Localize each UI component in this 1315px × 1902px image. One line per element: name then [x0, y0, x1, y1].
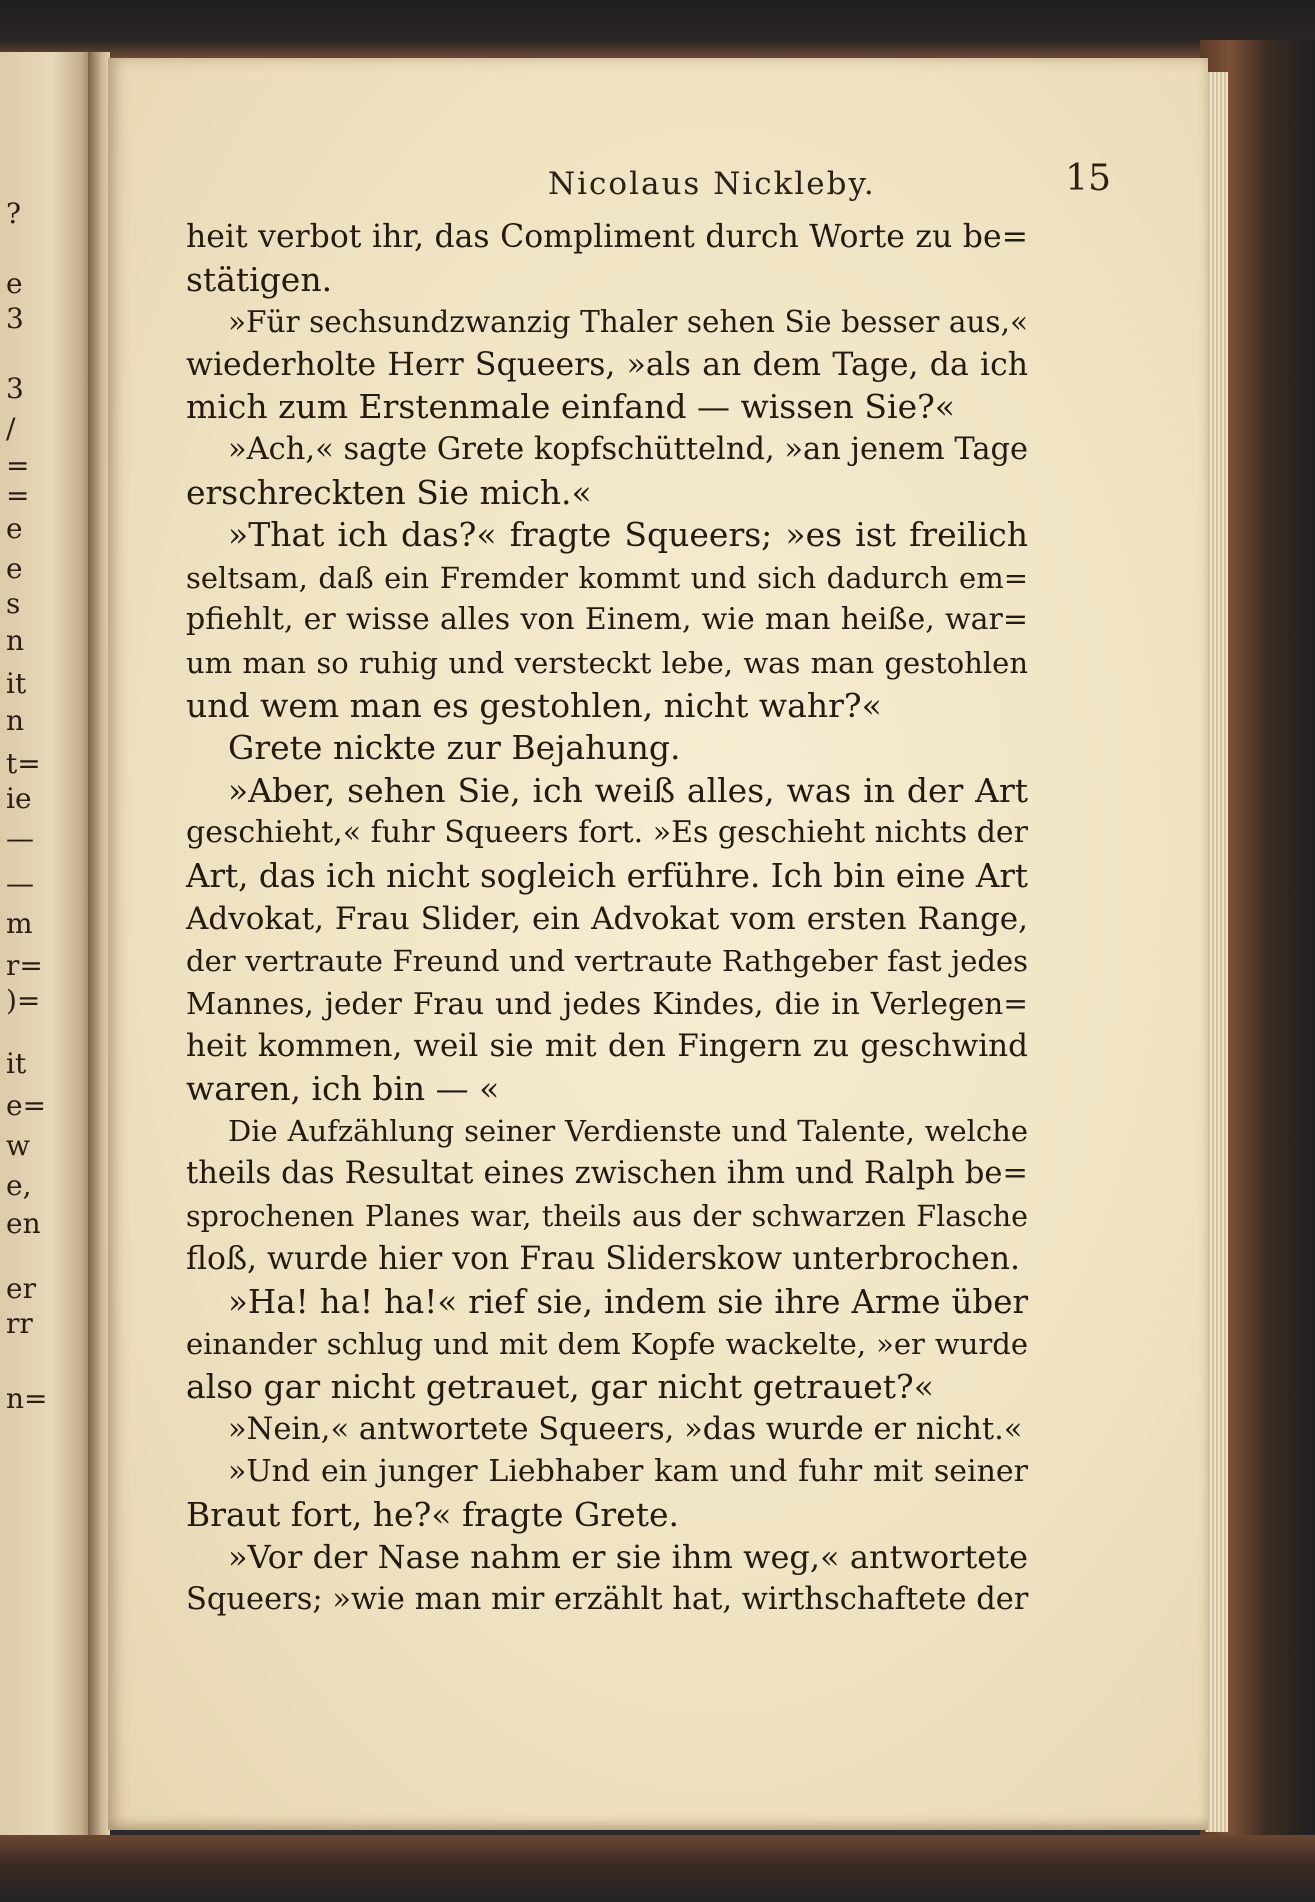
- text-line: »Für sechsundzwanzig Thaler sehen Sie besser aus,«: [228, 305, 1028, 340]
- left-fragment: m: [6, 907, 33, 940]
- book-gutter: [88, 52, 110, 1847]
- text-line: der vertraute Freund und vertraute Rathgeber fast jedes: [186, 944, 1028, 979]
- text-line: »Nein,« antwortete Squeers, »das wurde er nicht.«: [228, 1411, 1023, 1447]
- left-fragment: 3: [6, 372, 24, 405]
- left-fragment: n: [6, 704, 25, 737]
- text-line: seltsam, daß ein Fremder kommt und sich dadurch em=: [186, 560, 1028, 595]
- text-line: heit kommen, weil sie mit den Fingern zu geschwind: [186, 1028, 1028, 1065]
- body-text: [186, 216, 1028, 1622]
- text-line: Braut fort, he?« fragte Grete.: [186, 1494, 679, 1534]
- left-fragment: —: [6, 822, 34, 855]
- running-title: Nicolaus Nickleby.: [548, 166, 876, 202]
- text-line: erschreckten Sie mich.«: [186, 472, 592, 512]
- text-line: Advokat, Frau Slider, ein Advokat vom ersten Range,: [186, 900, 1028, 937]
- page-number: 15: [1065, 158, 1111, 199]
- text-line: stätigen.: [186, 259, 333, 299]
- text-line: Art, das ich nicht sogleich erführe. Ich bin eine Art: [186, 856, 1028, 895]
- text-line: heit verbot ihr, das Compliment durch Worte zu be=: [186, 219, 1028, 255]
- text-line: wiederholte Herr Squeers, »als an dem Tage, da ich: [186, 346, 1028, 383]
- text-line: Die Aufzählung seiner Verdienste und Talente, welche: [228, 1114, 1028, 1149]
- page-edges: [1205, 72, 1228, 1832]
- text-line: Squeers; »wie man mir erzählt hat, wirthschaftete der: [186, 1582, 1029, 1617]
- left-fragment: t=: [6, 747, 41, 780]
- book-cover-bottom: [0, 1835, 1315, 1902]
- left-fragment: rr: [6, 1307, 33, 1340]
- text-line: »Aber, sehen Sie, ich weiß alles, was in der Art: [228, 770, 1028, 810]
- left-fragment: /: [6, 412, 16, 445]
- text-line: Mannes, jeder Frau und jedes Kindes, die in Verlegen=: [186, 986, 1028, 1021]
- left-fragment: it: [6, 1047, 27, 1080]
- left-fragment: er: [6, 1272, 36, 1305]
- left-fragment: e: [6, 267, 23, 300]
- left-fragment: it: [6, 667, 27, 700]
- left-fragment: s: [6, 587, 21, 620]
- left-fragment: e: [6, 512, 23, 545]
- page-header: [203, 158, 1123, 218]
- text-line: Grete nickte zur Bejahung.: [228, 728, 681, 768]
- text-line: waren, ich bin — «: [186, 1068, 500, 1108]
- text-line: »Vor der Nase nahm er sie ihm weg,« antwortete: [228, 1538, 1028, 1577]
- left-fragment: n=: [6, 1382, 48, 1415]
- book-cover-top: [0, 0, 1315, 58]
- book-page: [108, 58, 1208, 1830]
- left-fragment: =: [6, 449, 30, 482]
- text-line: mich zum Erstenmale einfand — wissen Sie?«: [186, 387, 955, 427]
- left-fragment: ie: [6, 782, 32, 815]
- text-line: um man so ruhig und versteckt lebe, was man gestohlen: [186, 645, 1028, 680]
- left-fragment: e,: [6, 1169, 32, 1202]
- left-fragment: e: [6, 552, 23, 585]
- left-fragment: ?: [6, 197, 22, 230]
- text-line: geschieht,« fuhr Squeers fort. »Es geschieht nichts der: [186, 815, 1028, 851]
- text-line: »Und ein junger Liebhaber kam und fuhr mit seiner: [228, 1454, 1028, 1490]
- text-line: »Ach,« sagte Grete kopfschüttelnd, »an jenem Tage: [228, 431, 1029, 467]
- text-line: theils das Resultat eines zwischen ihm und Ralph be=: [186, 1156, 1028, 1192]
- text-line: floß, wurde hier von Frau Sliderskow unterbrochen.: [186, 1241, 1021, 1278]
- text-line: »That ich das?« fragte Squeers; »es ist freilich: [228, 515, 1028, 555]
- text-line: einander schlug und mit dem Kopfe wackelte, »er wurde: [186, 1327, 1028, 1362]
- text-line: pfiehlt, er wisse alles von Einem, wie man heiße, war=: [186, 602, 1028, 638]
- left-fragment: en: [6, 1207, 41, 1240]
- left-fragment: w: [6, 1129, 30, 1162]
- left-fragment: =: [6, 479, 30, 512]
- text-line: sprochenen Planes war, theils aus der schwarzen Flasche: [186, 1199, 1028, 1233]
- left-fragment: e=: [6, 1089, 47, 1122]
- left-fragment: 3: [6, 302, 24, 335]
- text-line: »Ha! ha! ha!« rief sie, indem sie ihre Arme über: [228, 1282, 1028, 1321]
- left-fragment: )=: [6, 984, 41, 1017]
- left-page-edge: [0, 52, 95, 1853]
- left-fragment: r=: [6, 949, 43, 982]
- text-line: und wem man es gestohlen, nicht wahr?«: [186, 685, 882, 725]
- left-fragment: —: [6, 867, 34, 900]
- text-line: also gar nicht getrauet, gar nicht getrauet?«: [186, 1367, 934, 1407]
- left-page-fragments: [0, 52, 48, 1847]
- left-fragment: n: [6, 624, 25, 657]
